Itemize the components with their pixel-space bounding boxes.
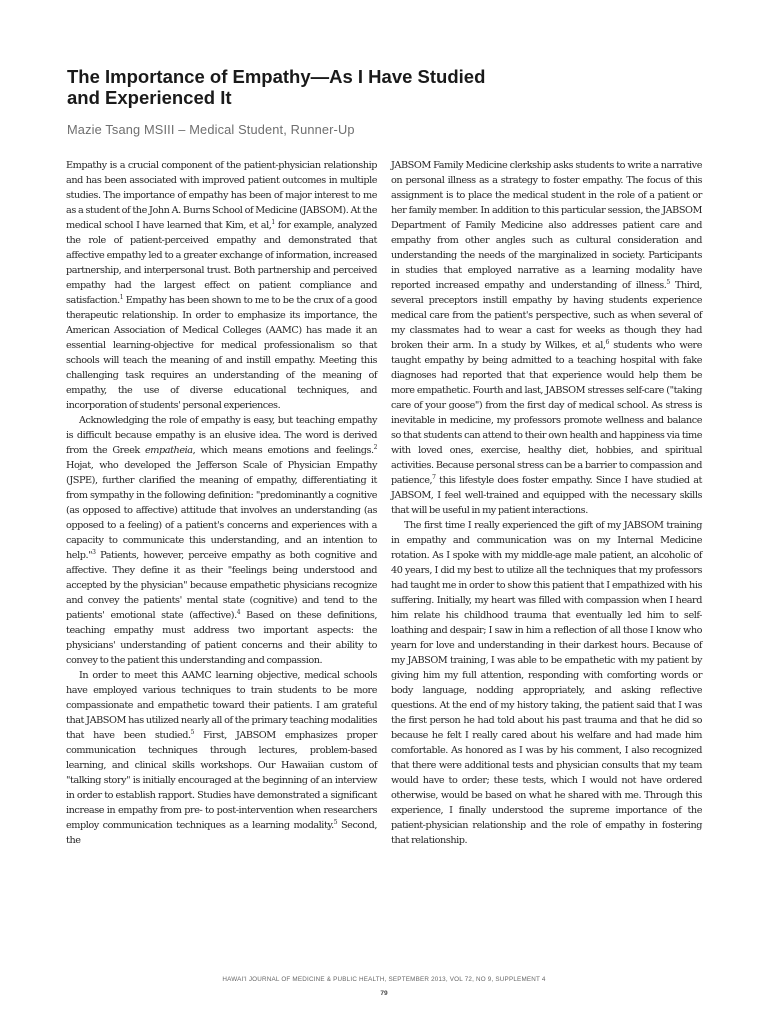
reference-marker: 7 xyxy=(432,474,436,481)
reference-marker: 4 xyxy=(236,609,241,616)
greek-term: empatheia xyxy=(145,445,193,456)
article-title-line-2: and Experienced It xyxy=(67,87,232,108)
body-column-left xyxy=(66,158,377,848)
reference-marker: 5 xyxy=(333,819,338,826)
reference-marker: 5 xyxy=(666,279,670,286)
article-title-line-1: The Importance of Empathy—As I Have Studied xyxy=(67,66,486,87)
reference-marker: 6 xyxy=(605,339,609,346)
reference-marker: 3 xyxy=(92,549,96,556)
paragraph-4: JABSOM Family Medicine clerkship asks students to write a narrative on personal illness as a strategy to foster empathy. The focus of this assignment is to place the medical student in the role of a patient or her family member. In addition to this particular session, the JABSOM Department of Family Medicine also addresses patient care and empathy from other angles such as cultural consideration and understanding the needs of the marginalized in society. Participants in studies that employed narrative as a learning modality have reported increased empathy and understanding of illness.$^5$ Third, several preceptors instill empathy by having students experience medical care from the patient's perspective, such as when several of my classmates had to wear a cast for weeks as though they had broken their arm. In a study by Wilkes, et al,$^6$ students who were taught empathy by being admitted to a teaching hospital with fake diagnoses had reported that that experience would help them be more empathetic. Fourth and last, JABSOM stresses self-care ("taking care of your goose") from the first day of medical school. As stress is inevitable in medicine, my professors promote wellness and balance so that students can attend to their own health and happiness via time with loved ones, exercise, healthy diet, hobbies, and spiritual activities. Because personal stress can be a barrier to compassion and patience,$^7$ this lifestyle does foster empathy. Since I have studied at JABSOM, I feel well-trained and equipped with the necessary skills that will be useful in my patient interactions. xyxy=(391,160,703,516)
journal-footer: HAWAI'I JOURNAL OF MEDICINE & PUBLIC HEALTH, SEPTEMBER 2013, VOL 72, NO 9, SUPPLEMENT 4 xyxy=(222,976,546,983)
body-column-right xyxy=(391,158,702,848)
paragraph-1: Empathy is a crucial component of the patient-physician relationship and has been associated with improved patient outcomes in multiple studies. The importance of empathy has been of major interest to me as a student of the John A. Burns School of Medicine (JABSOM). At the medical school I have learned that Kim, et al,$^1$ for example, analyzed the role of patient-perceived empathy and demonstrated that affective empathy led to a greater exchange of information, increased partnership, and interpersonal trust. Both partnership and perceived empathy had the largest effect on patient compliance and satisfaction.$^1$ Empathy has been shown to me to be the crux of a good therapeutic relationship. In order to emphasize its importance, the American Association of Medical Colleges (AAMC) has made it an essential learning-objective for medical professionalism so that schools will teach the meaning of and instill empathy. Meeting this challenging task requires an understanding of the meaning of empathy, the use of diverse educational techniques, and incorporation of students' personal experiences. xyxy=(66,160,378,411)
paragraph-2: Acknowledging the role of empathy is easy, but teaching empathy is difficult because empathy is an elusive idea. The word is derived from the Greek empatheia, which means emotions and feelings.$^2$ Hojat, who developed the Jefferson Scale of Physician Empathy (JSPE), further clarified the meaning of empathy, differentiating it from sympathy in the following definition: "predominantly a cognitive (as opposed to affective) attitude that involves an understanding (as opposed to a feeling) of a patient's concerns and experiences with a capacity to communicate this understanding, and an intention to help."$^3$ Patients, however, perceive empathy as both cognitive and affective. They define it as their "feelings being understood and accepted by the physician" because empathetic physicians recognize and convey the patients' mental state (cognitive) and tend to the patients' emotional state (affective).$^4$ Based on these definitions, teaching empathy must address two important aspects: the physicians' understanding of patient concerns and their ability to convey to the patient this understanding and compassion. xyxy=(66,415,378,666)
paragraph-3: In order to meet this AAMC learning objective, medical schools have employed various techniques to train students to be more compassionate and empathetic toward their patients. I am grateful that JABSOM has utilized nearly all of the primary teaching modalities that have been studied.$^5$ First, JABSOM emphasizes proper communication techniques through lectures, problem-based learning, and clinical skills workshops. Our Hawaiian custom of "talking story" is initially encouraged at the beginning of an interview in order to establish rapport. Studies have demonstrated a significant increase in empathy from pre- to post-intervention when researchers employ communication techniques as a learning modality.$^5$ Second, the xyxy=(66,670,378,846)
article-title xyxy=(67,66,707,108)
reference-marker: 1 xyxy=(271,219,275,226)
reference-marker: 2 xyxy=(373,444,378,451)
reference-marker: 1 xyxy=(119,294,124,301)
author-line: Mazie Tsang MSIII – Medical Student, Runner-Up xyxy=(67,122,355,137)
paragraph-5: The first time I really experienced the gift of my JABSOM training in empathy and communication was on my Internal Medicine rotation. As I spoke with my middle-age male patient, an alcoholic of 40 years, I did my best to utilize all the techniques that my professors had taught me in order to show this patient that I empathized with his suffering. Initially, my heart was filled with compassion when I heard him relate his childhood trauma that eventually led him to self-loathing and despair; I saw in him a reflection of all those I know who yearn for love and understanding in their darkest hours. Because of my JABSOM training, I was able to be empathetic with my patient by giving him my full attention, responding with comforting words or body language, nodding appropriately, and asking reflective questions. At the end of my history taking, the patient said that I was the first person he had told about his past trauma and that he did so because he felt I really cared about his welfare and had made him comfortable. As honored as I was by his comment, I also recognized that there were additional tests and physician consults that my team would have to order; these tests, which I would not have ordered otherwise, would be based on what he shared with me. Through this experience, I finally understood the supreme importance of the patient-physician relationship and the role of empathy in fostering that relationship. xyxy=(391,520,702,846)
page-number: 79 xyxy=(380,990,388,997)
reference-marker: 5 xyxy=(190,729,195,736)
